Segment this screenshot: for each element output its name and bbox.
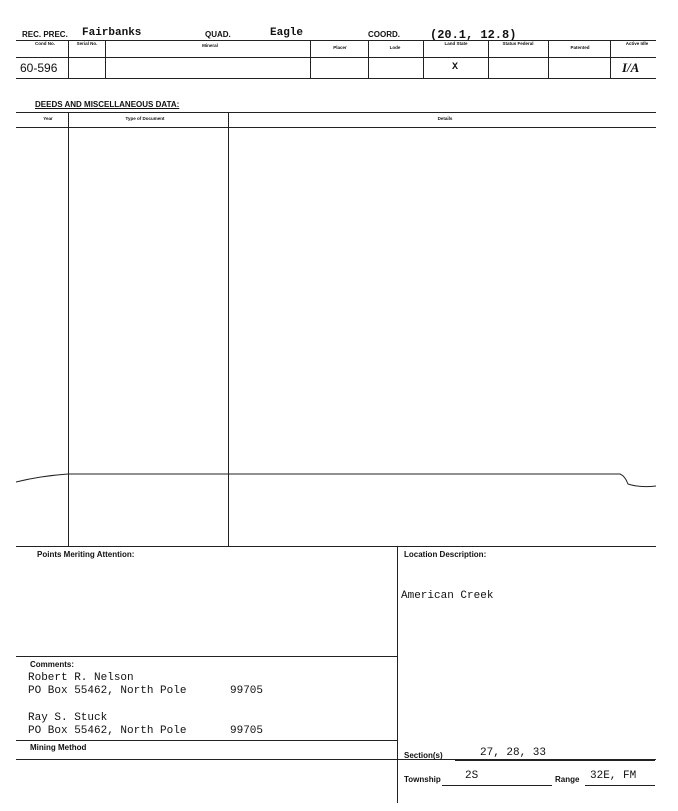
points-label: Points Meriting Attention:	[37, 550, 135, 559]
land-state-value: X	[452, 62, 459, 73]
range-label: Range	[555, 775, 580, 784]
col-header-cond: Cond No.	[35, 41, 55, 46]
col-sep	[423, 40, 424, 78]
location-label: Location Description:	[404, 550, 487, 559]
coord-value: (20.1, 12.8)	[430, 28, 517, 42]
quad-value: Eagle	[270, 27, 304, 39]
quad-label: QUAD.	[205, 30, 231, 39]
comment-zip-2: 99705	[230, 725, 264, 737]
location-text: American Creek	[401, 590, 494, 602]
col-header-land-state: Land State	[444, 41, 468, 46]
rec-prec-value: Fairbanks	[82, 27, 142, 39]
coord-label: COORD.	[368, 30, 400, 39]
col-header-lode: Lode	[389, 45, 401, 50]
table-bottom-line	[16, 78, 656, 79]
col-header-placer: Placer	[333, 45, 347, 50]
col-header-year: Year	[43, 116, 53, 121]
comment-name-1: Robert R. Nelson	[28, 672, 134, 684]
range-blank	[585, 785, 655, 786]
sections-label: Section(s)	[404, 751, 443, 760]
col-sep	[68, 40, 69, 78]
mining-top-line	[16, 740, 397, 741]
township-value: 2S	[465, 770, 479, 782]
deeds-title: DEEDS AND MISCELLANEOUS DATA:	[35, 100, 180, 109]
sections-value: 27, 28, 33	[480, 747, 547, 759]
col-sep	[610, 40, 611, 78]
deeds-top-line	[16, 112, 656, 113]
col-sep	[105, 40, 106, 78]
col-sep	[310, 40, 311, 78]
cond-no-value: 60-596	[20, 61, 58, 75]
comment-address-2: PO Box 55462, North Pole	[28, 725, 187, 737]
lower-top-line	[16, 546, 656, 547]
comments-top-line	[16, 656, 397, 657]
header-underline	[16, 40, 656, 41]
mining-label: Mining Method	[30, 743, 87, 752]
deeds-header-line	[16, 127, 656, 128]
lower-middle-divider	[397, 546, 398, 803]
col-header-active-idle: Active Idle	[625, 41, 649, 46]
col-sep	[488, 40, 489, 78]
col-header-status-federal: Status Federal	[502, 41, 534, 46]
col-header-type: Type of Document	[125, 116, 165, 121]
comment-name-2: Ray S. Stuck	[28, 712, 108, 724]
sections-blank	[455, 760, 655, 761]
fold-line	[0, 468, 678, 498]
table-subheader-line	[16, 57, 656, 58]
comment-zip-1: 99705	[230, 685, 264, 697]
col-header-mineral: Mineral	[202, 43, 218, 48]
active-idle-value: I/A	[622, 60, 640, 75]
col-sep	[548, 40, 549, 78]
col-header-serial: Serial No.	[76, 41, 98, 46]
range-value: 32E, FM	[590, 770, 637, 782]
comments-label: Comments:	[30, 660, 75, 669]
comment-address-1: PO Box 55462, North Pole	[28, 685, 187, 697]
col-header-details: Details	[437, 116, 453, 121]
township-blank	[442, 785, 552, 786]
rec-prec-label: REC. PREC.	[22, 30, 68, 39]
col-sep	[368, 40, 369, 78]
township-label: Township	[404, 775, 441, 784]
col-header-patented: Patented	[570, 45, 590, 50]
